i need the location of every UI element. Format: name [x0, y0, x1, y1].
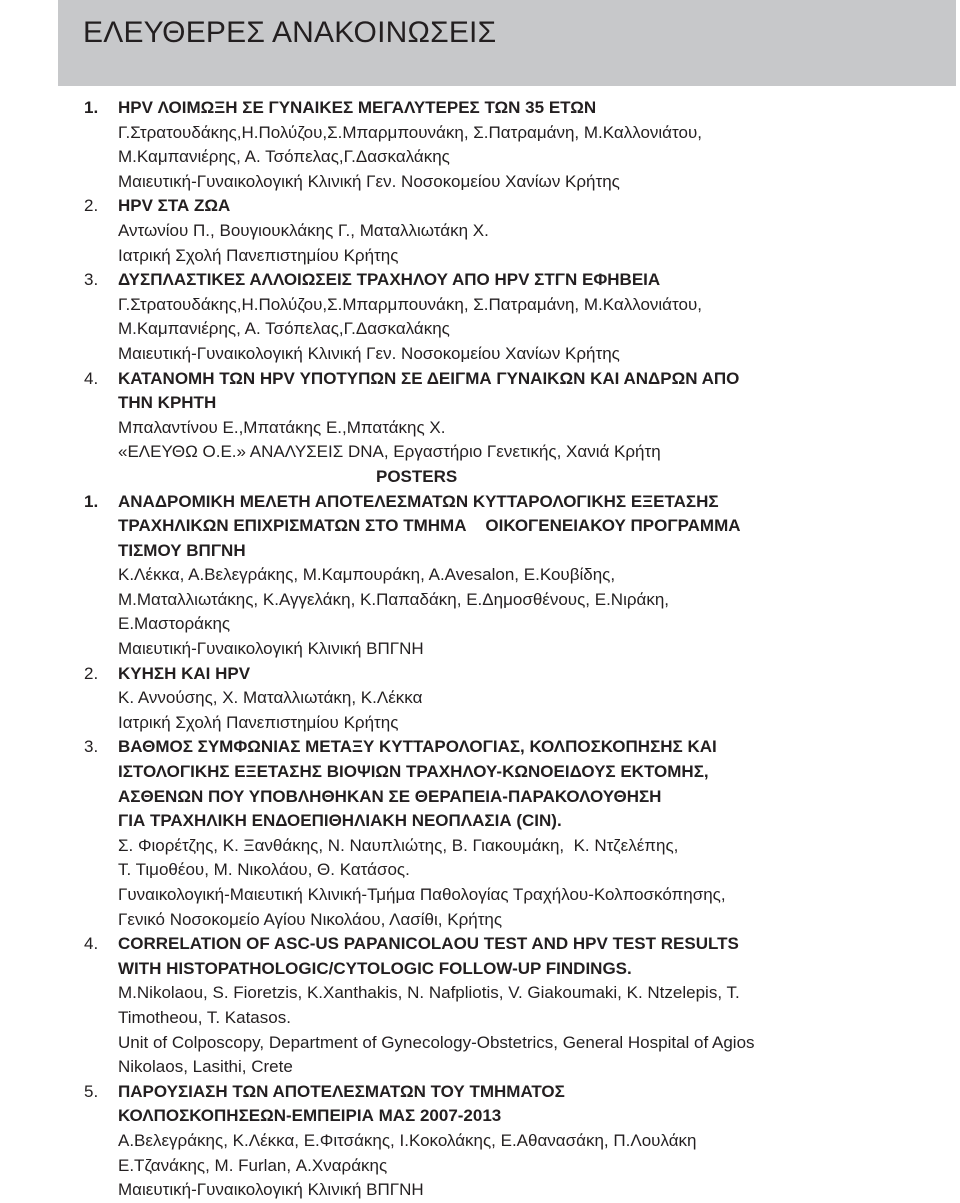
poster-entry — [0, 490, 960, 662]
oral-entry — [0, 194, 960, 268]
entry-title: HPV ΛΟΙΜΩΞΗ ΣΕ ΓΥΝΑΙΚΕΣ ΜΕΓΑΛΥΤΕΡΕΣ ΤΩΝ 35 ΕΤΩΝ — [118, 98, 597, 117]
entry-affiliation: Μαιευτική-Γυναικολογική Κλινική ΒΠΓΝΗ — [118, 1180, 424, 1200]
entry-authors: Αντωνίου Π., Βουγιουκλάκης Γ., Ματαλλιωτάκη Χ. — [118, 220, 489, 240]
entry-affiliation: Μαιευτική-Γυναικολογική Κλινική Γεν. Νοσοκομείου Χανίων Κρήτης — [118, 343, 620, 363]
entry-authors: Γ.Στρατουδάκης,Η.Πολύζου,Σ.Μπαρμπουνάκη, Σ.Πατραμάνη, Μ.Καλλονιάτου, — [118, 294, 702, 314]
oral-entry — [0, 268, 960, 366]
entry-affiliation: Μαιευτική-Γυναικολογική Κλινική Γεν. Νοσοκομείου Χανίων Κρήτης — [118, 171, 620, 191]
entry-number: 4. — [84, 368, 99, 388]
poster-entry — [0, 932, 960, 1080]
entry-title: ΚΥΗΣΗ ΚΑΙ HPV — [118, 663, 251, 683]
entry-authors: Timotheou, T. Katasos. — [118, 1007, 291, 1027]
entry-affiliation: Ιατρική Σχολή Πανεπιστημίου Κρήτης — [118, 712, 399, 732]
entry-affiliation: Γυναικολογική-Μαιευτική Κλινική-Τμήμα Παθολογίας Τραχήλου-Κολποσκόπησης, — [118, 885, 726, 904]
entry-title: ΠΑΡΟΥΣΙΑΣΗ ΤΩΝ ΑΠΟΤΕΛΕΣΜΑΤΩΝ ΤΟΥ ΤΜΗΜΑΤΟΣ — [118, 1081, 565, 1101]
poster-entry — [0, 735, 960, 932]
entry-number: 3. — [84, 737, 99, 757]
entry-title: ΤΙΣΜΟΥ ΒΠΓΝΗ — [118, 540, 246, 560]
entry-title: ΔΥΣΠΛΑΣΤΙΚΕΣ ΑΛΛΟΙΩΣΕΙΣ ΤΡΑΧΗΛΟΥ ΑΠΟ HPV ΣΤΓΝ ΕΦΗΒΕΙΑ — [118, 270, 661, 290]
entry-number: 4. — [84, 934, 99, 954]
entry-authors: Μπαλαντίνου Ε.,Μπατάκης Ε.,Μπατάκης Χ. — [118, 417, 446, 437]
header-banner — [58, 0, 956, 86]
document-body — [0, 96, 960, 1203]
poster-entry — [0, 1080, 960, 1203]
entry-title: ΚΑΤΑΝΟΜΗ ΤΩΝ HPV ΥΠΟΤΥΠΩΝ ΣΕ ΔΕΙΓΜΑ ΓΥΝΑΙΚΩΝ ΚΑΙ ΑΝΔΡΩΝ ΑΠΟ — [118, 368, 740, 388]
entry-authors: Μ.Καμπανιέρης, Α. Τσόπελας,Γ.Δασκαλάκης — [118, 319, 450, 339]
oral-entry — [0, 367, 960, 465]
entry-title: ΙΣΤΟΛΟΓΙΚΗΣ ΕΞΕΤΑΣΗΣ ΒΙΟΨΙΩΝ ΤΡΑΧΗΛΟΥ-ΚΩΝΟΕΙΔΟΥΣ ΕΚΤΟΜΗΣ, — [118, 762, 709, 782]
entry-number: 5. — [84, 1081, 99, 1101]
entry-authors: Κ. Αννούσης, Χ. Ματαλλιωτάκη, Κ.Λέκκα — [118, 688, 423, 708]
entry-affiliation: Nikolaos, Lasithi, Crete — [118, 1057, 293, 1077]
entry-title: ΓΙΑ ΤΡΑΧΗΛΙΚΗ ΕΝΔΟΕΠΙΘΗΛΙΑΚΗ ΝΕΟΠΛΑΣΙΑ (CIN). — [118, 811, 562, 831]
entry-authors: Γ.Στρατουδάκης,Η.Πολύζου,Σ.Μπαρμπουνάκη, Σ.Πατραμάνη, Μ.Καλλονιάτου, — [118, 122, 702, 142]
entry-authors: Ε.Μαστοράκης — [118, 614, 231, 634]
entry-affiliation: «ΕΛΕΥΘΩ Ο.Ε.» ΑΝΑΛΥΣΕΙΣ DNA, Εργαστήριο Γενετικής, Χανιά Κρήτη — [118, 442, 661, 462]
entry-title: ΑΣΘΕΝΩΝ ΠΟΥ ΥΠΟΒΛΗΘΗΚΑΝ ΣΕ ΘΕΡΑΠΕΙΑ-ΠΑΡΑΚΟΛΟΥΘΗΣΗ — [118, 786, 662, 806]
entry-authors: Α.Βελεγράκης, Κ.Λέκκα, Ε.Φιτσάκης, Ι.Κοκολάκης, Ε.Αθανασάκη, Π.Λουλάκη — [118, 1130, 697, 1150]
entry-title: ΚΟΛΠΟΣΚΟΠΗΣΕΩΝ-ΕΜΠΕΙΡΙΑ ΜΑΣ 2007-2013 — [118, 1106, 502, 1126]
page-title: ΕΛΕΥΘΕΡΕΣ ΑΝΑΚΟΙΝΩΣΕΙΣ — [83, 16, 497, 49]
entry-title: ΒΑΘΜΟΣ ΣΥΜΦΩΝΙΑΣ ΜΕΤΑΞΥ ΚΥΤΤΑΡΟΛΟΓΙΑΣ, ΚΟΛΠΟΣΚΟΠΗΣΗΣ ΚΑΙ — [118, 737, 717, 757]
entry-title: WITH HISTOPATHOLOGIC/CYTOLOGIC FOLLOW-UP FINDINGS. — [118, 958, 632, 978]
entry-number: 1. — [84, 491, 99, 511]
oral-entry — [0, 96, 960, 194]
entry-affiliation: Γενικό Νοσοκομείο Αγίου Νικολάου, Λασίθι, Κρήτης — [118, 909, 503, 929]
entry-title: ΤΡΑΧΗΛΙΚΩΝ ΕΠΙΧΡΙΣΜΑΤΩΝ ΣΤΟ ΤΜΗΜΑ ΟΙΚΟΓΕΝΕΙΑΚΟΥ ΠΡΟΓΡΑΜΜΑ — [118, 516, 741, 536]
entry-number: 3. — [84, 270, 99, 290]
entry-authors: Σ. Φιορέτζης, Κ. Ξανθάκης, Ν. Ναυπλιώτης, Β. Γιακουμάκη, Κ. Ντζελέπης, — [118, 835, 679, 855]
entry-title: ΑΝΑΔΡΟΜΙΚΗ ΜΕΛΕΤΗ ΑΠΟΤΕΛΕΣΜΑΤΩΝ ΚΥΤΤΑΡΟΛΟΓΙΚΗΣ ΕΞΕΤΑΣΗΣ — [118, 491, 719, 511]
entry-number: 2. — [84, 196, 99, 216]
entry-authors: Κ.Λέκκα, Α.Βελεγράκης, Μ.Καμπουράκη, Α.Avesalon, Ε.Κουβίδης, — [118, 565, 616, 585]
entry-affiliation: Μαιευτική-Γυναικολογική Κλινική ΒΠΓΝΗ — [118, 639, 424, 659]
entry-number: 2. — [84, 663, 99, 683]
entry-title: CORRELATION OF ASC-US PAPANICOLAOU TEST AND HPV TEST RESULTS — [118, 934, 739, 954]
entry-affiliation: Unit of Colposcopy, Department of Gynecology-Obstetrics, General Hospital of Agios — [118, 1032, 755, 1052]
posters-heading: POSTERS — [376, 466, 458, 486]
entry-title: ΤΗΝ ΚΡΗΤΗ — [118, 393, 217, 413]
poster-entry — [0, 662, 960, 736]
entry-number: 1. — [84, 98, 99, 117]
entry-affiliation: Ιατρική Σχολή Πανεπιστημίου Κρήτης — [118, 245, 399, 265]
entry-title: HPV ΣΤΑ ΖΩΑ — [118, 196, 231, 216]
entry-authors: M.Nikolaou, S. Fioretzis, K.Xanthakis, N. Nafpliotis, V. Giakoumaki, K. Ntzelepis, T. — [118, 983, 740, 1003]
entry-authors: Ε.Τζανάκης, Μ. Furlan, Α.Χναράκης — [118, 1155, 388, 1175]
entry-authors: Μ.Καμπανιέρης, Α. Τσόπελας,Γ.Δασκαλάκης — [118, 147, 450, 167]
entry-authors: Τ. Τιμοθέου, Μ. Νικολάου, Θ. Κατάσος. — [118, 860, 410, 880]
entry-authors: Μ.Ματαλλιωτάκης, Κ.Αγγελάκη, Κ.Παπαδάκη, Ε.Δημοσθένους, Ε.Νιράκη, — [118, 589, 670, 609]
